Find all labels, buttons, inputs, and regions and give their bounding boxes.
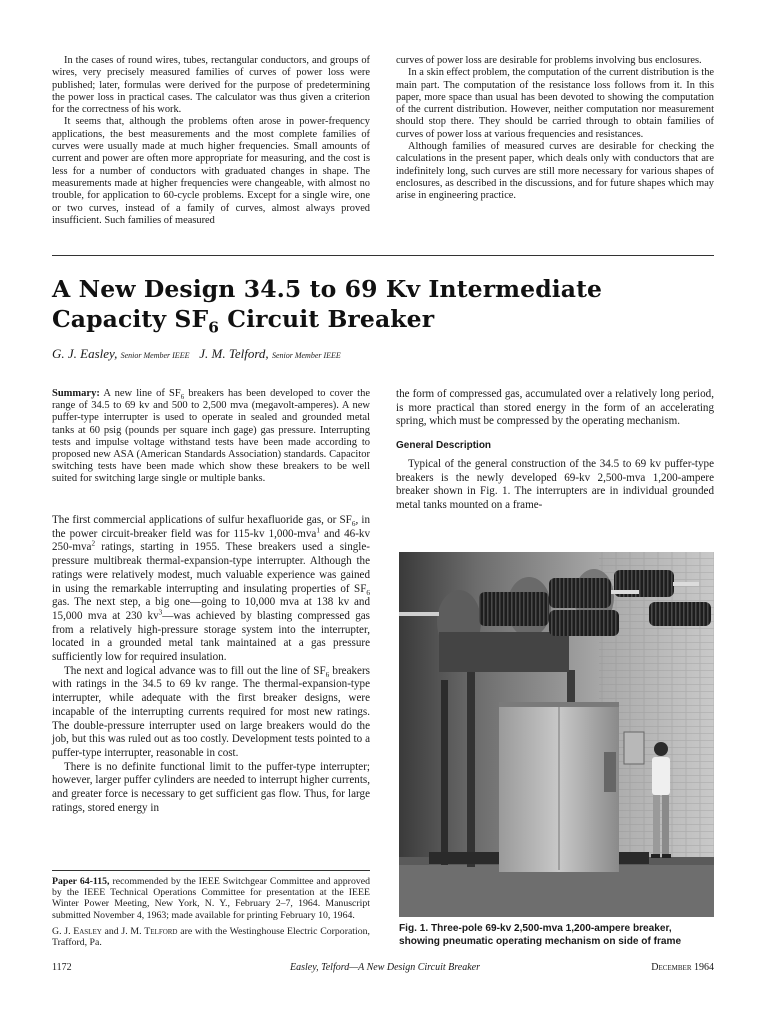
paragraph: curves of power loss are desirable for problems involving bus enclosures. xyxy=(396,55,702,66)
paragraph: It seems that, although the problems often arose in power-frequency applications, the best measurements and the most complete families of curves were usually made at much higher frequencies. Small amounts of current and power are often more appropriate for measuring, and the cost is less for a number of conductors with graduated changes in shape. The measurements made at higher frequencies were changeable, with almost no trouble, for application to 60-cycle problems. Except for a single wire, one or two curves, instead of a family of curves, almost always proved insufficient. Such families of measured xyxy=(52,116,370,226)
paragraph: Typical of the general construction of the 34.5 to 69 kv puffer-type breakers is the newly developed 69-kv 2,500-mva 1,200-ampere breaker shown in Fig. 1. The interrupters are in individual grounded metal tanks mounted on a frame- xyxy=(396,457,714,511)
author-line xyxy=(52,346,552,362)
footnote-divider xyxy=(52,870,370,871)
author-1-rank: Senior Member IEEE xyxy=(120,351,190,360)
author-2: J. M. Telford, xyxy=(199,346,269,361)
paragraph: In the cases of round wires, tubes, rectangular conductors, and groups of wires, very precisely measured families of curves of power loss were published; later, formulas were derived for the purpose of predetermining the power loss in practical cases. The calculator was thus given a criterion for the correctness of his work. xyxy=(52,55,370,116)
paragraph: In a skin effect problem, the computation of the current distribution is the main part. The computation of the resistance loss follows from it. In this paper, more space than usual has been devoted to showing the computation of the current distribution. However, neither computation nor measurement should stop there. They should be carried through to obtain families of curves of power loss at various frequencies and resistances. xyxy=(396,67,714,140)
caption-line-2: showing pneumatic operating mechanism on side of frame xyxy=(399,936,682,947)
section-divider xyxy=(52,255,714,256)
section-heading: General Description xyxy=(396,440,492,452)
author-2-rank: Senior Member IEEE xyxy=(271,351,341,360)
title-line-1: A New Design 34.5 to 69 Kv Intermediate xyxy=(52,275,603,303)
body-right-column xyxy=(396,388,714,513)
caption-line-1: Fig. 1. Three-pole 69-kv 2,500-mva 1,200-ampere breaker, xyxy=(399,923,672,934)
footnote-affiliation: G. J. Easley and J. M. Telford are with the Westinghouse Electric Corporation, Trafford, Pa. xyxy=(52,925,370,949)
breaker-photo xyxy=(399,552,714,917)
page-number: 1172 xyxy=(52,962,72,973)
top-left-column xyxy=(52,55,370,227)
paragraph: There is no definite functional limit to the puffer-type interrupter; however, larger puffer cylinders are needed to interrupt higher currents, and greater force is necessary to get sufficient gas flow. Thus, for large ratings, stored energy in xyxy=(52,760,370,814)
paragraph: the form of compressed gas, accumulated over a relatively long period, is more practical than stored energy in the form of an accelerating spring, which must be compressed by the operating mechanism. xyxy=(396,388,714,428)
title-line-2: Capacity $SF_6$ Circuit Breaker xyxy=(52,305,435,337)
paragraph: The first commercial applications of sulfur hexafluoride gas, or $SF_6$, in the power circuit-breaker field was for 115-kv 1,000-mva$^1$ and 46-kv 250-mva$^2$ ratings, starting in 1955. These breakers used a single-pressure multibreak thermal-expansion-type interrupter. Although the ratings were relatively modest, much valuable experience was gained in using the remarkable interrupting and insulating properties of $SF_6$ gas. The next step, a big one—going to 10,000 mva at 138 kv and 15,000 mva at 230 $kv^3—was$ achieved by blasting compressed gas from a relatively high-pressure storage system into the interrupter, located in a grounded metal tank maintained at a gas pressure sufficiently low for required insulation. xyxy=(52,514,370,664)
top-right-column xyxy=(396,55,714,203)
figure-caption xyxy=(399,922,724,948)
body-left-column xyxy=(52,514,370,815)
issue-date: December 1964 xyxy=(651,962,714,973)
paragraph: The next and logical advance was to fill out the line of $SF_6$ breakers with ratings in the 34.5 to 69 kv range. The thermal-expansion-type interrupter, while adequate with the first breaker designs, were incapable of the interrupting currents required for most new ratings. The double-pressure interrupter used on large breakers would do the job, but this was ruled out as too costly. Development tests pointed to a puffer-type interrupter, reasonable in cost. xyxy=(52,664,370,759)
paragraph: Although families of measured curves are desirable for checking the calculations in the present paper, which deals only with conductors that are indefinitely long, such curves are still more necessary for various shapes of enclosures, as described in the discussions, and for future shapes which may arise in engineering practice. xyxy=(396,141,714,202)
summary-label: Summary: xyxy=(52,388,100,399)
figure-photo xyxy=(399,552,714,917)
running-footer: Easley, Telford—A New Design Circuit Breaker xyxy=(290,962,480,973)
footnote xyxy=(52,876,370,948)
footnote-paper: Paper 64-115, recommended by the IEEE Switchgear Committee and approved by the IEEE Technical Operations Committee for presentation at the IEEE Winter Power Meeting, New York, N. Y., February 2–7, 1964. Manuscript submitted November 4, 1963; made available for printing February 10, 1964. xyxy=(52,876,370,921)
summary: Summary: A new line of $SF_6$ breakers has been developed to cover the range of 34.5 to 69 kv and 500 to 2,500 mva (megavolt-amperes). A new puffer-type interrupter is used to operate in sealed and grounded metal tanks at 60 psig (pounds per square inch gage) gas pressure. Interrupting tests and impulse voltage withstand tests have been made according to proposed new ASA (American Standards Association) standards. Capacitor switching tests have been made which show these breakers to be well suited for switching large single or multiple banks. xyxy=(52,388,370,485)
article-title xyxy=(52,274,722,337)
author-1: G. J. Easley, xyxy=(52,346,118,361)
